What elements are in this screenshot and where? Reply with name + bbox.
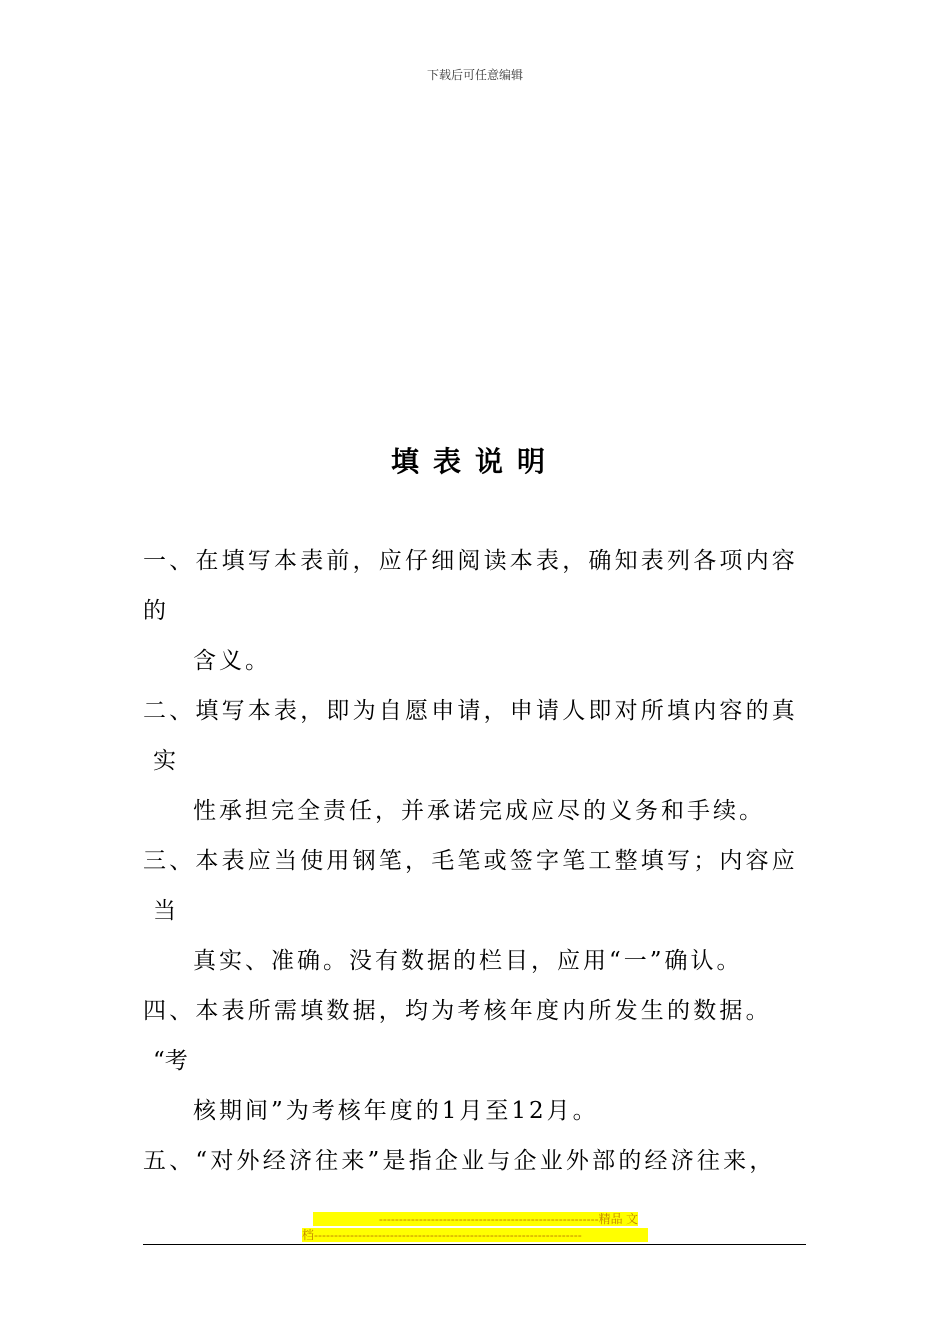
paragraph-4-continuation: 核期间”为考核年度的1月至12月。 — [193, 1098, 599, 1124]
footer-rule — [143, 1244, 806, 1245]
paragraph-1-wrap: 的 — [143, 598, 166, 624]
paragraph-3-continuation: 真实、准确。没有数据的栏目，应用“一”确认。 — [193, 948, 743, 974]
header-note: 下载后可任意编辑 — [426, 68, 523, 82]
paragraph-2-line-1: 二、填写本表，即为自愿申请，申请人即对所填内容的真 — [143, 698, 798, 724]
paragraph-4-line-1: 四、本表所需填数据，均为考核年度内所发生的数据。 — [143, 998, 772, 1024]
paragraph-2-continuation: 性承担完全责任，并承诺完成应尽的义务和手续。 — [193, 798, 765, 824]
paragraph-5-line-1: 五、“对外经济往来”是指企业与企业外部的经济往来， — [143, 1148, 776, 1174]
paragraph-3-line-1: 三、本表应当使用钢笔，毛笔或签字笔工整填写；内容应 — [143, 848, 798, 874]
document-title: 填表说明 — [390, 445, 559, 478]
footer-highlight-line-2: 档------------------------------------------------------------------- — [302, 1228, 648, 1242]
paragraph-2-wrap: 实 — [153, 748, 176, 774]
paragraph-4-wrap: “考 — [153, 1048, 188, 1074]
paragraph-1-line-1: 一、在填写本表前，应仔细阅读本表，确知表列各项内容 — [143, 548, 798, 574]
paragraph-1-continuation: 含义。 — [193, 648, 271, 674]
paragraph-3-wrap: 当 — [153, 898, 176, 924]
footer-highlight-line-1: -------------------------------------------------------精品 文 — [313, 1212, 638, 1226]
